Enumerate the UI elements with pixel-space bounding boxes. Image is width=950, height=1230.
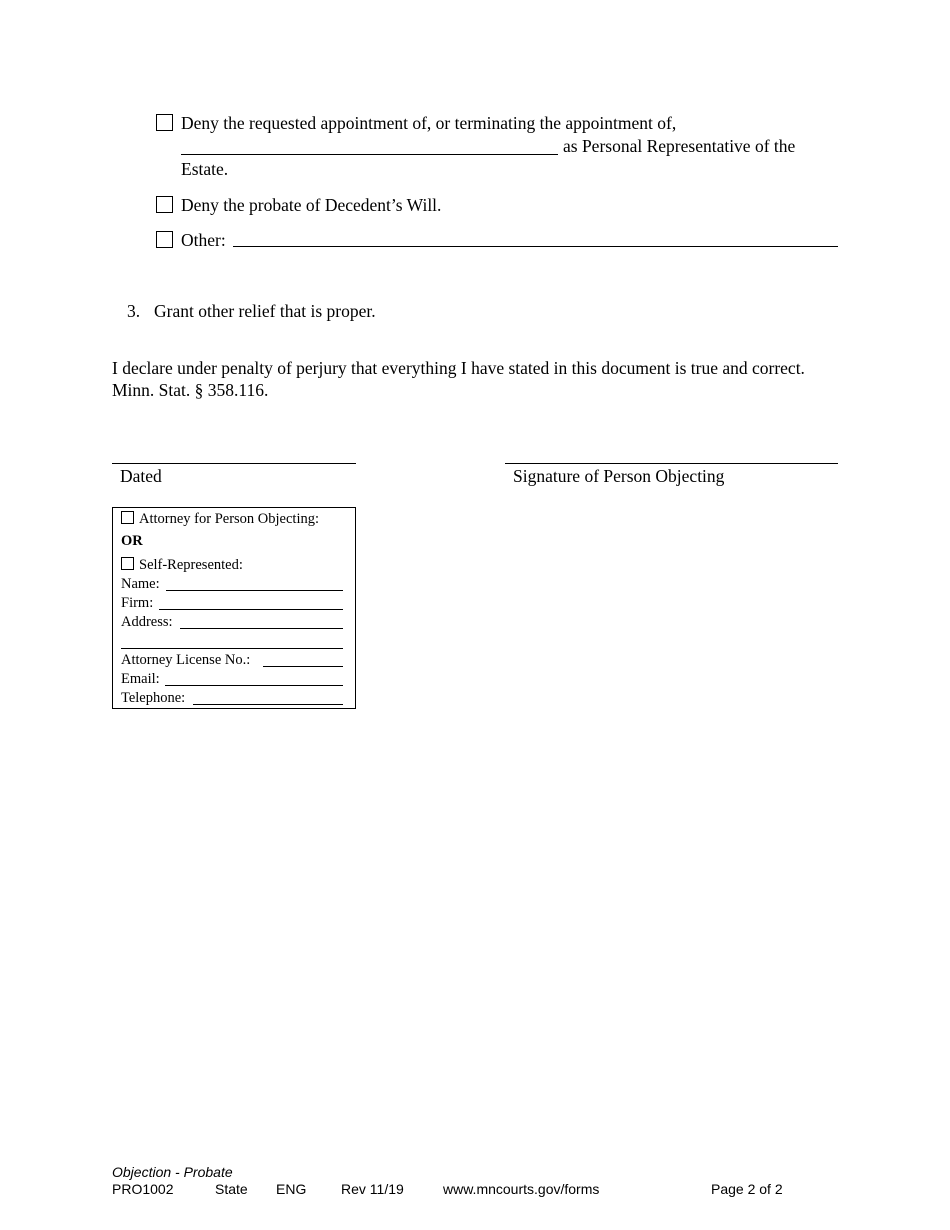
email-field[interactable] [165, 685, 343, 686]
item-3-number: 3. [127, 301, 141, 321]
address-label: Address: [121, 614, 173, 630]
personal-representative-name-field[interactable] [181, 154, 558, 155]
self-represented-option[interactable] [121, 556, 243, 574]
dated-line[interactable] [112, 463, 356, 464]
footer-revision: Rev 11/19 [341, 1181, 404, 1197]
name-field[interactable] [166, 590, 343, 591]
signature-label: Signature of Person Objecting [513, 466, 725, 486]
other-label: Other: [181, 230, 226, 250]
telephone-label: Telephone: [121, 690, 186, 706]
attorney-label: Attorney for Person Objecting: [139, 511, 320, 527]
or-label: OR [121, 533, 143, 549]
deny-appointment-label: Deny the requested appointment of, or terminating the appointment of, [181, 113, 677, 133]
attorney-info-box [112, 507, 356, 709]
other-checkbox[interactable] [156, 231, 173, 248]
firm-field[interactable] [159, 609, 343, 610]
address-field-line-2[interactable] [121, 648, 343, 649]
personal-representative-suffix: as Personal Representative of the [563, 136, 796, 156]
telephone-field[interactable] [193, 704, 343, 705]
attorney-checkbox[interactable] [121, 511, 134, 524]
self-represented-checkbox[interactable] [121, 557, 134, 570]
firm-label: Firm: [121, 595, 154, 611]
estate-label: Estate. [181, 159, 229, 179]
footer-page-number: Page 2 of 2 [711, 1181, 783, 1197]
footer-jurisdiction: State [215, 1181, 248, 1197]
other-input-field[interactable] [233, 246, 838, 247]
license-label: Attorney License No.: [121, 652, 251, 668]
item-3-text: Grant other relief that is proper. [154, 301, 376, 321]
attorney-option[interactable] [121, 510, 319, 528]
email-label: Email: [121, 671, 160, 687]
deny-appointment-checkbox[interactable] [156, 114, 173, 131]
footer-form-title: Objection - Probate [112, 1164, 233, 1180]
signature-line[interactable] [505, 463, 838, 464]
license-field[interactable] [263, 666, 343, 667]
footer-form-code: PRO1002 [112, 1181, 174, 1197]
dated-label: Dated [120, 466, 162, 486]
deny-probate-checkbox[interactable] [156, 196, 173, 213]
deny-probate-label: Deny the probate of Decedent’s Will. [181, 195, 442, 215]
name-label: Name: [121, 576, 160, 592]
self-represented-label: Self-Represented: [139, 557, 243, 573]
footer-language: ENG [276, 1181, 307, 1197]
declaration-line-1: I declare under penalty of perjury that everything I have stated in this document is true and correct. [112, 358, 805, 378]
footer-url[interactable]: www.mncourts.gov/forms [443, 1181, 600, 1197]
declaration-statute: Minn. Stat. § 358.116. [112, 380, 269, 400]
address-field[interactable] [180, 628, 343, 629]
